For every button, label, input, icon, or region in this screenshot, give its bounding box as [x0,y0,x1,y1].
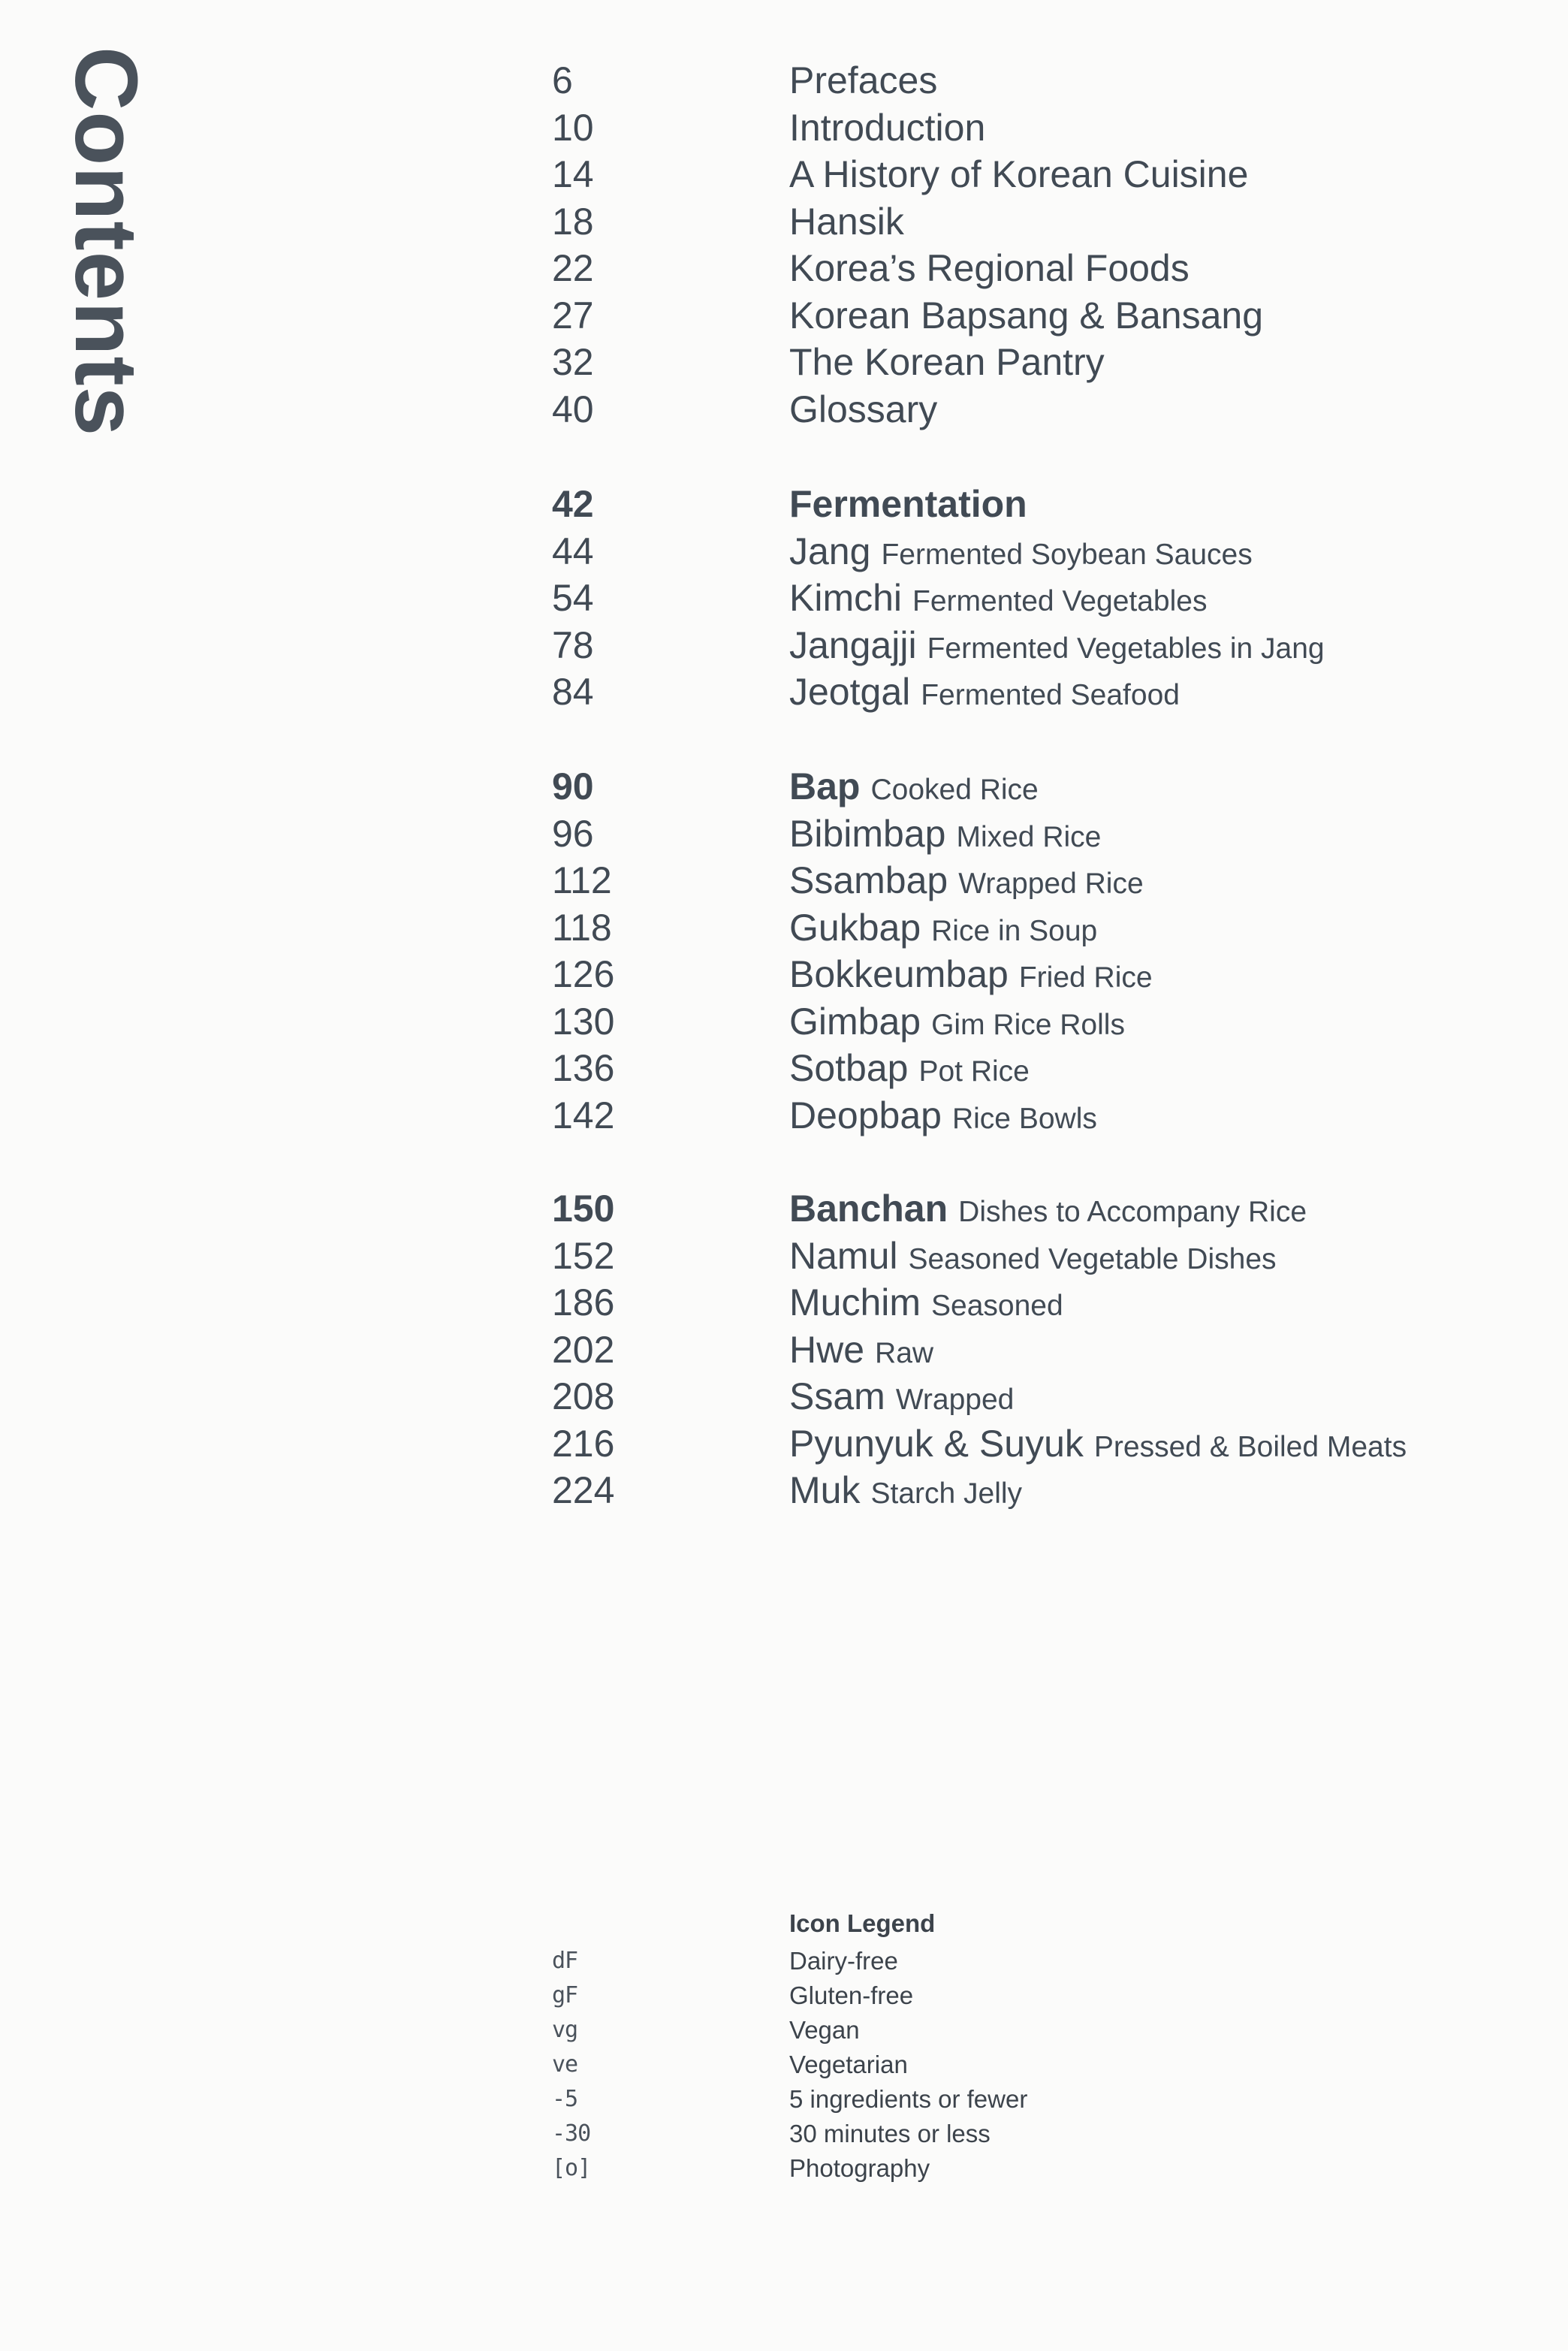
toc-entry [0,1092,1568,1139]
toc-entry [0,292,1568,339]
toc-title: A History of Korean Cuisine [789,153,1249,195]
legend-item [0,2013,1568,2048]
toc-subtitle: Rice Bowls [951,1102,1097,1135]
toc-page-number: 202 [552,1328,615,1371]
toc-entry [0,810,1568,857]
legend-item [0,2117,1568,2151]
toc-entry [0,857,1568,904]
toc-title: Namul [789,1234,898,1277]
legend-symbol-icon: -30 [552,2120,591,2147]
legend-label: Dairy-free [789,1947,898,1975]
toc-page-number: 186 [552,1281,615,1323]
toc-title-line [789,386,937,442]
toc-title: Gukbap [789,906,921,949]
toc-title: Jeotgal [789,671,911,713]
toc-page-number: 10 [552,106,594,149]
toc-subtitle: Mixed Rice [956,820,1102,853]
toc-page-number: 44 [552,530,594,572]
toc-entry [0,1420,1568,1467]
toc-page-number: 90 [552,765,594,807]
toc-page-number: 96 [552,812,594,855]
toc-page-number: 78 [552,623,594,666]
toc-entry [0,104,1568,151]
toc-entry [0,998,1568,1045]
toc-subtitle: Pot Rice [918,1055,1030,1088]
legend-item [0,1978,1568,2013]
toc-entry [0,198,1568,245]
toc-title: Bibimbap [789,812,946,855]
toc-subtitle: Dishes to Accompany Rice [958,1196,1307,1228]
toc-page-number: 18 [552,200,594,243]
toc-entry [0,575,1568,621]
toc-page-number: 54 [552,577,594,619]
toc-title: Prefaces [789,59,938,101]
toc-title: Gimbap [789,1000,921,1043]
toc-title: Ssambap [789,859,948,901]
toc-subtitle: Fermented Vegetables in Jang [927,632,1325,665]
legend-label: Photography [789,2154,930,2182]
toc-page-number: 136 [552,1047,615,1089]
toc-entry [0,1326,1568,1373]
toc-title: Kimchi [789,577,903,619]
legend-symbol-icon: [o] [552,2155,591,2181]
legend-title: Icon Legend [789,1909,936,1937]
toc-title-line [789,1467,1022,1523]
toc-entry [0,339,1568,385]
toc-page-number: 216 [552,1422,615,1465]
toc-page-number: 126 [552,953,615,995]
toc-entry [0,151,1568,198]
toc-entry [0,528,1568,575]
toc-entry [0,763,1568,810]
toc-title: Pyunyuk & Suyuk [789,1422,1084,1465]
toc-page-number: 112 [552,859,612,901]
toc-page-number: 152 [552,1234,615,1277]
toc-subtitle: Cooked Rice [870,774,1039,806]
legend-item [0,2151,1568,2186]
toc-subtitle: Raw [875,1336,934,1369]
toc-entry [0,481,1568,527]
toc-subtitle: Seasoned Vegetable Dishes [908,1242,1277,1275]
toc-title: Hansik [789,200,904,243]
toc-title: Bokkeumbap [789,953,1009,995]
toc-title-line [789,1092,1097,1148]
toc-subtitle: Wrapped Rice [958,868,1144,900]
toc-page-number: 224 [552,1469,615,1511]
toc-page-number: 84 [552,671,594,713]
toc-entry [0,904,1568,951]
toc-title: Muk [789,1469,861,1511]
toc-title: Jang [789,530,871,572]
legend-label: Vegetarian [789,2051,908,2078]
toc-title: Banchan [789,1188,948,1230]
toc-subtitle: Pressed & Boiled Meats [1093,1430,1407,1463]
toc-title: Muchim [789,1281,921,1323]
toc-subtitle: Fermented Seafood [921,679,1180,711]
toc-title: Bap [789,765,861,807]
toc-entry [0,245,1568,291]
toc-title: Deopbap [789,1094,942,1136]
legend-label: 5 ingredients or fewer [789,2085,1028,2113]
toc-page-number: 142 [552,1094,615,1136]
toc-page-number: 42 [552,483,594,525]
legend-item [0,2082,1568,2117]
legend-symbol-icon: -5 [552,2086,578,2112]
toc-title: Jangajji [789,623,917,666]
toc-title-line [789,668,1180,725]
toc-subtitle: Seasoned [931,1290,1063,1322]
toc-title: Fermentation [789,483,1027,525]
legend-label: Gluten-free [789,1981,914,2009]
toc-page-number: 208 [552,1375,615,1417]
toc-title: Hwe [789,1328,865,1371]
toc-entry [0,1373,1568,1420]
toc-entry [0,622,1568,668]
toc-title: Glossary [789,388,938,430]
legend-item [0,2048,1568,2082]
toc-entry [0,386,1568,433]
toc-page-number: 32 [552,341,594,383]
legend-symbol-icon: vg [552,2017,578,2043]
toc-title: Ssam [789,1375,885,1417]
toc-subtitle: Fermented Vegetables [912,585,1208,617]
toc-entry [0,1279,1568,1326]
toc-page-number: 150 [552,1188,615,1230]
toc-subtitle: Fried Rice [1018,961,1153,994]
legend-label: Vegan [789,2016,860,2044]
toc-page-number: 22 [552,247,594,289]
page-title: Contents [56,47,155,437]
toc-subtitle: Fermented Soybean Sauces [881,538,1253,571]
toc-entry [0,1233,1568,1279]
toc-subtitle: Starch Jelly [870,1477,1023,1510]
toc-subtitle: Rice in Soup [931,914,1098,947]
toc-page-number: 14 [552,153,594,195]
toc-page-number: 118 [552,906,612,949]
toc-entry [0,1045,1568,1091]
toc-entry [0,1185,1568,1232]
toc-page-number: 130 [552,1000,615,1043]
toc-entry [0,1467,1568,1514]
toc-page-number: 27 [552,294,594,337]
toc-entry [0,668,1568,715]
toc-title: The Korean Pantry [789,341,1105,383]
legend-symbol-icon: gF [552,1982,578,2008]
toc-subtitle: Gim Rice Rolls [931,1008,1125,1041]
legend-item [0,1944,1568,1978]
legend-symbol-icon: dF [552,1948,578,1974]
toc-page-number: 40 [552,388,594,430]
toc-entry [0,951,1568,997]
legend-label: 30 minutes or less [789,2120,991,2147]
toc-page-number: 6 [552,59,573,101]
toc-subtitle: Wrapped [895,1384,1015,1416]
toc-title: Sotbap [789,1047,909,1089]
toc-title: Introduction [789,106,986,149]
toc-title: Korean Bapsang & Bansang [789,294,1264,337]
toc-title: Korea’s Regional Foods [789,247,1190,289]
toc-entry [0,57,1568,104]
legend-symbol-icon: ve [552,2051,578,2078]
